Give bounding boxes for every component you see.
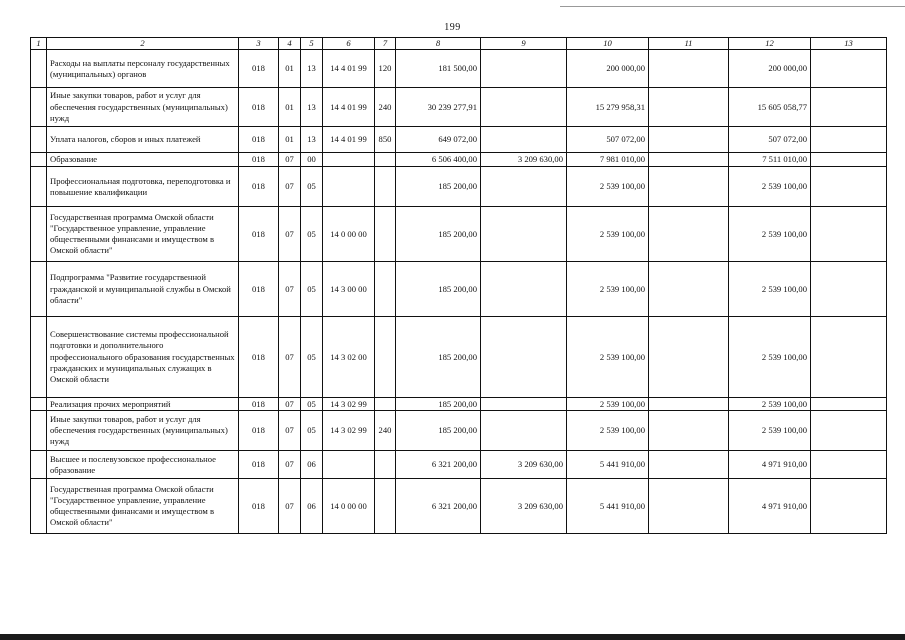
amount-cell: 185 200,00: [396, 317, 481, 398]
section-code-cell: 07: [279, 167, 301, 207]
amount-cell: [649, 262, 729, 317]
subsection-code-cell: 13: [301, 50, 323, 88]
budget-table: [30, 37, 887, 534]
amount-cell: 185 200,00: [396, 398, 481, 411]
row-index-cell: [31, 411, 47, 451]
amount-cell: [811, 398, 887, 411]
row-index-cell: [31, 398, 47, 411]
ministry-code-cell: 018: [239, 262, 279, 317]
row-index-cell: [31, 88, 47, 127]
ministry-code-cell: 018: [239, 479, 279, 534]
amount-cell: 5 441 910,00: [567, 451, 649, 479]
subsection-code-cell: 06: [301, 479, 323, 534]
section-code-cell: 01: [279, 127, 301, 153]
table-row: [31, 317, 887, 398]
row-index-cell: [31, 479, 47, 534]
amount-cell: 6 321 200,00: [396, 479, 481, 534]
amount-cell: [649, 398, 729, 411]
amount-cell: 2 539 100,00: [567, 167, 649, 207]
amount-cell: [811, 451, 887, 479]
amount-cell: [481, 167, 567, 207]
amount-cell: [649, 317, 729, 398]
amount-cell: 2 539 100,00: [729, 411, 811, 451]
column-header: 9: [481, 38, 567, 50]
expense-name-cell: Иные закупки товаров, работ и услуг для обеспечения государственных (муниципальных) нужд: [47, 411, 239, 451]
section-code-cell: 07: [279, 398, 301, 411]
amount-cell: [481, 398, 567, 411]
column-header: 3: [239, 38, 279, 50]
section-code-cell: 07: [279, 207, 301, 262]
subsection-code-cell: 05: [301, 411, 323, 451]
header-row: [31, 38, 887, 50]
expense-name-cell: Иные закупки товаров, работ и услуг для обеспечения государственных (муниципальных) нужд: [47, 88, 239, 127]
expense-type-cell: 120: [375, 50, 396, 88]
expense-name-cell: Высшее и послевузовское профессиональное образование: [47, 451, 239, 479]
table-row: [31, 127, 887, 153]
expense-type-cell: [375, 398, 396, 411]
amount-cell: [649, 207, 729, 262]
amount-cell: [649, 153, 729, 167]
amount-cell: 3 209 630,00: [481, 153, 567, 167]
row-index-cell: [31, 262, 47, 317]
ministry-code-cell: 018: [239, 153, 279, 167]
column-header: 8: [396, 38, 481, 50]
expense-type-cell: [375, 479, 396, 534]
amount-cell: 2 539 100,00: [567, 398, 649, 411]
amount-cell: [811, 50, 887, 88]
column-header: 2: [47, 38, 239, 50]
target-article-cell: [323, 167, 375, 207]
section-code-cell: 07: [279, 411, 301, 451]
amount-cell: 4 971 910,00: [729, 451, 811, 479]
subsection-code-cell: 05: [301, 167, 323, 207]
target-article-cell: 14 4 01 99: [323, 127, 375, 153]
amount-cell: 185 200,00: [396, 207, 481, 262]
target-article-cell: 14 3 00 00: [323, 262, 375, 317]
table-row: [31, 262, 887, 317]
expense-type-cell: 240: [375, 88, 396, 127]
subsection-code-cell: 05: [301, 398, 323, 411]
amount-cell: [811, 167, 887, 207]
amount-cell: [649, 88, 729, 127]
amount-cell: 2 539 100,00: [729, 398, 811, 411]
section-code-cell: 07: [279, 262, 301, 317]
subsection-code-cell: 13: [301, 127, 323, 153]
amount-cell: 7 981 010,00: [567, 153, 649, 167]
amount-cell: 15 279 958,31: [567, 88, 649, 127]
expense-name-cell: Образование: [47, 153, 239, 167]
amount-cell: 3 209 630,00: [481, 479, 567, 534]
column-header: 6: [323, 38, 375, 50]
column-header: 13: [811, 38, 887, 50]
ministry-code-cell: 018: [239, 207, 279, 262]
amount-cell: [481, 207, 567, 262]
table-row: [31, 451, 887, 479]
section-code-cell: 07: [279, 451, 301, 479]
table-row: [31, 50, 887, 88]
section-code-cell: 01: [279, 50, 301, 88]
column-header: 11: [649, 38, 729, 50]
section-code-cell: 07: [279, 317, 301, 398]
row-index-cell: [31, 127, 47, 153]
amount-cell: 2 539 100,00: [567, 411, 649, 451]
amount-cell: 7 511 010,00: [729, 153, 811, 167]
target-article-cell: 14 0 00 00: [323, 479, 375, 534]
amount-cell: [811, 127, 887, 153]
table-row: [31, 479, 887, 534]
row-index-cell: [31, 317, 47, 398]
amount-cell: [481, 317, 567, 398]
column-header: 7: [375, 38, 396, 50]
expense-type-cell: [375, 317, 396, 398]
amount-cell: 3 209 630,00: [481, 451, 567, 479]
amount-cell: 2 539 100,00: [729, 317, 811, 398]
amount-cell: [811, 88, 887, 127]
amount-cell: [811, 153, 887, 167]
amount-cell: 2 539 100,00: [729, 167, 811, 207]
expense-type-cell: [375, 451, 396, 479]
amount-cell: 200 000,00: [729, 50, 811, 88]
scan-edge-line: [560, 6, 905, 7]
amount-cell: [481, 127, 567, 153]
amount-cell: 649 072,00: [396, 127, 481, 153]
amount-cell: [481, 88, 567, 127]
ministry-code-cell: 018: [239, 411, 279, 451]
amount-cell: [811, 411, 887, 451]
ministry-code-cell: 018: [239, 127, 279, 153]
amount-cell: 185 200,00: [396, 411, 481, 451]
amount-cell: 15 605 058,77: [729, 88, 811, 127]
amount-cell: 181 500,00: [396, 50, 481, 88]
target-article-cell: 14 4 01 99: [323, 88, 375, 127]
amount-cell: [811, 317, 887, 398]
expense-type-cell: [375, 262, 396, 317]
target-article-cell: 14 3 02 99: [323, 398, 375, 411]
ministry-code-cell: 018: [239, 167, 279, 207]
amount-cell: [481, 262, 567, 317]
expense-type-cell: [375, 167, 396, 207]
amount-cell: 30 239 277,91: [396, 88, 481, 127]
target-article-cell: 14 3 02 99: [323, 411, 375, 451]
amount-cell: [649, 50, 729, 88]
expense-type-cell: [375, 153, 396, 167]
column-header: 5: [301, 38, 323, 50]
amount-cell: [811, 207, 887, 262]
subsection-code-cell: 05: [301, 262, 323, 317]
amount-cell: 5 441 910,00: [567, 479, 649, 534]
expense-type-cell: [375, 207, 396, 262]
column-header: 4: [279, 38, 301, 50]
amount-cell: 2 539 100,00: [567, 207, 649, 262]
subsection-code-cell: 00: [301, 153, 323, 167]
expense-name-cell: Подпрограмма "Развитие государственной гражданской и муниципальной службы в Омской области": [47, 262, 239, 317]
expense-name-cell: Расходы на выплаты персоналу государственных (муниципальных) органов: [47, 50, 239, 88]
expense-name-cell: Профессиональная подготовка, переподготовка и повышение квалификации: [47, 167, 239, 207]
budget-table-container: [30, 37, 887, 534]
amount-cell: 2 539 100,00: [567, 317, 649, 398]
expense-name-cell: Государственная программа Омской области "Государственное управление, управление общественными финансами и имуществом в Омской области": [47, 479, 239, 534]
expense-name-cell: Уплата налогов, сборов и иных платежей: [47, 127, 239, 153]
row-index-cell: [31, 153, 47, 167]
amount-cell: [649, 479, 729, 534]
amount-cell: 2 539 100,00: [567, 262, 649, 317]
section-code-cell: 01: [279, 88, 301, 127]
amount-cell: [649, 127, 729, 153]
target-article-cell: [323, 153, 375, 167]
ministry-code-cell: 018: [239, 398, 279, 411]
amount-cell: 200 000,00: [567, 50, 649, 88]
row-index-cell: [31, 207, 47, 262]
table-row: [31, 167, 887, 207]
column-header: 1: [31, 38, 47, 50]
amount-cell: 2 539 100,00: [729, 262, 811, 317]
expense-name-cell: Совершенствование системы профессиональной подготовки и дополнительного профессионального образования государственных гражданских и муниципальных служащих в Омской области: [47, 317, 239, 398]
table-row: [31, 88, 887, 127]
amount-cell: [811, 479, 887, 534]
row-index-cell: [31, 451, 47, 479]
amount-cell: [481, 411, 567, 451]
ministry-code-cell: 018: [239, 451, 279, 479]
amount-cell: 507 072,00: [729, 127, 811, 153]
scan-border-bottom: [0, 634, 905, 640]
table-row: [31, 207, 887, 262]
ministry-code-cell: 018: [239, 88, 279, 127]
row-index-cell: [31, 50, 47, 88]
expense-type-cell: 240: [375, 411, 396, 451]
target-article-cell: 14 4 01 99: [323, 50, 375, 88]
expense-name-cell: Государственная программа Омской области "Государственное управление, управление общественными финансами и имуществом в Омской области": [47, 207, 239, 262]
amount-cell: 185 200,00: [396, 262, 481, 317]
amount-cell: [649, 167, 729, 207]
column-header: 10: [567, 38, 649, 50]
subsection-code-cell: 05: [301, 317, 323, 398]
subsection-code-cell: 05: [301, 207, 323, 262]
amount-cell: 4 971 910,00: [729, 479, 811, 534]
column-header: 12: [729, 38, 811, 50]
expense-name-cell: Реализация прочих мероприятий: [47, 398, 239, 411]
page-number: 199: [444, 22, 461, 33]
target-article-cell: 14 3 02 00: [323, 317, 375, 398]
section-code-cell: 07: [279, 479, 301, 534]
table-row: [31, 398, 887, 411]
amount-cell: 185 200,00: [396, 167, 481, 207]
subsection-code-cell: 13: [301, 88, 323, 127]
section-code-cell: 07: [279, 153, 301, 167]
ministry-code-cell: 018: [239, 317, 279, 398]
amount-cell: [811, 262, 887, 317]
amount-cell: 507 072,00: [567, 127, 649, 153]
ministry-code-cell: 018: [239, 50, 279, 88]
amount-cell: 6 321 200,00: [396, 451, 481, 479]
amount-cell: 2 539 100,00: [729, 207, 811, 262]
row-index-cell: [31, 167, 47, 207]
amount-cell: [481, 50, 567, 88]
expense-type-cell: 850: [375, 127, 396, 153]
amount-cell: [649, 411, 729, 451]
target-article-cell: 14 0 00 00: [323, 207, 375, 262]
subsection-code-cell: 06: [301, 451, 323, 479]
target-article-cell: [323, 451, 375, 479]
amount-cell: [649, 451, 729, 479]
amount-cell: 6 506 400,00: [396, 153, 481, 167]
table-row: [31, 153, 887, 167]
table-row: [31, 411, 887, 451]
